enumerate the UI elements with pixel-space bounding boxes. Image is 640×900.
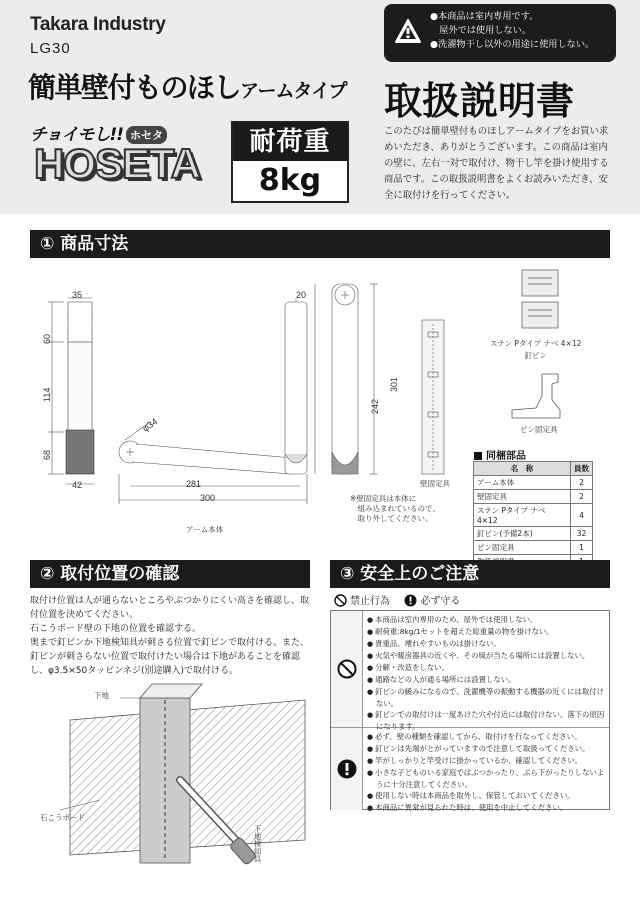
- manual-title: 取扱説明書: [384, 79, 575, 123]
- prohibited-item: ● 通路などの人が通る場所には設置しない。: [367, 674, 607, 686]
- table-row: [474, 490, 593, 504]
- mandatory-item: ● 本商品に異常が見られた時は、使用を中止してください。: [367, 802, 607, 814]
- screws-illustration: [520, 268, 562, 332]
- part-name: 釘ピン(予備2本): [474, 527, 571, 541]
- mandatory-item: ● 必ず、壁の種類を確認してから、取付けを行なってください。: [367, 731, 607, 743]
- load-capacity-value: 8kg: [258, 163, 322, 198]
- part-qty: 2: [571, 490, 593, 504]
- parts-header-row: [474, 462, 593, 476]
- label-base: 下地: [94, 691, 109, 700]
- part-name: アーム本体: [474, 476, 571, 490]
- prohibited-item: ● 釘ピンの緩みになるので、洗濯機等の振動する機器の近くには取付けない。: [367, 686, 607, 709]
- position-instructions: 取付け位置は人が通らないところやぶつかりにくい高さを確認し、取付位置を決めてください。 石こうボード壁の下地の位置を確認する。 奥まで釘ピンか下地検知具が刺さる位置で釘ピンで取付ける。また、釘ピンが刺さらない位置で取付けたい場合は下地があることを確認し、φ3.5×50タッピンネジ(別途購入)で取付ける。: [30, 596, 310, 676]
- parts-header-name: 名 称: [474, 462, 571, 476]
- parts-header-qty: 員数: [571, 462, 593, 476]
- parts-table: [473, 461, 593, 569]
- dim-height-68: 68: [42, 449, 52, 460]
- prohibited-item: ● 貴重品、壊れやすいものは掛けない。: [367, 638, 607, 650]
- dim-side-242: 242: [370, 398, 380, 414]
- part-name: 壁固定具: [474, 490, 571, 504]
- dim-arm-inner: 281: [186, 479, 202, 489]
- part-qty: 4: [571, 504, 593, 527]
- prohibited-item: ● 耐荷重:8kg/1セットを超えた総重量の物を掛けない。: [367, 626, 607, 638]
- warning-box: [384, 4, 616, 62]
- dim-diameter: φ34: [140, 416, 160, 434]
- label-gypsum-board: 石こうボード: [40, 813, 85, 822]
- prohibited-item: ● 釘ピンでの取付けは一度あけた穴や付近には取付けない。落下の原因になります。: [367, 709, 607, 732]
- mandatory-icon: [337, 759, 357, 779]
- dim-bottom-width: 42: [72, 480, 83, 490]
- prohibited-row: [331, 611, 609, 731]
- dim-side-top: 20: [296, 290, 307, 300]
- table-row: [474, 504, 593, 527]
- warning-line: ●本商品は室内専用です。: [430, 11, 539, 22]
- safety-box: [330, 610, 610, 810]
- intro-text: このたびは簡単壁付ものほしアームタイプをお買い求めいただき、ありがとうございます。この商品は室内の壁に、左右一対で取付け、物干し竿を掛け使用する商品です。この取扱説明書をよくお読みいただき、安全に取付けを行ってください。: [384, 126, 609, 201]
- prohibited-list: [367, 614, 607, 732]
- mandatory-item: ● 釘ピンは先端がとがっていますので注意して取扱ってください。: [367, 743, 607, 755]
- part-qty: 2: [571, 476, 593, 490]
- hoseta-logo: HOSETA: [34, 140, 200, 187]
- product-title: [28, 66, 347, 106]
- wall-installation-illustration: [40, 680, 310, 880]
- bracket-caption: 壁固定具: [420, 479, 450, 488]
- mandatory-list: [367, 731, 607, 814]
- pin-fixture-caption: ピン固定具: [520, 425, 558, 434]
- bracket-note: ※壁固定具は本体に 組み込まれているので、 取り外してください。: [350, 494, 440, 523]
- screw-caption: ステン Pタイプ ナベ 4×12 釘ピン: [490, 339, 582, 360]
- table-row: [474, 476, 593, 490]
- load-capacity-box: [231, 121, 349, 203]
- arm-body-caption: アーム本体: [186, 525, 224, 534]
- pin-fixture-illustration: [508, 370, 568, 422]
- table-row: [474, 527, 593, 541]
- section-position-title: ② 取付位置の確認: [30, 560, 310, 588]
- part-name: ステン Pタイプ ナベ 4×12: [474, 504, 571, 527]
- label-detector: 下地検知具: [253, 825, 262, 863]
- mandatory-item: ● 竿がしっかりと竿受けに掛かっているか、確認してください。: [367, 755, 607, 767]
- dim-top-width: 35: [72, 290, 83, 300]
- legend-mandatory-label: 必ず守る: [420, 596, 461, 607]
- part-name: ピン固定具: [474, 541, 571, 555]
- parts-title: 同梱部品: [474, 447, 526, 462]
- prohibited-item: ● 本商品は室内専用のため、屋外では使用しない。: [367, 614, 607, 626]
- prohibited-icon-cell: [331, 611, 363, 727]
- prohibit-icon: [337, 659, 357, 679]
- dim-side-301: 301: [389, 376, 399, 392]
- warning-line: 屋外では使用しない。: [430, 25, 532, 36]
- part-qty: 32: [571, 527, 593, 541]
- dim-height-60: 60: [42, 333, 52, 344]
- part-qty: 1: [571, 541, 593, 555]
- prohibited-item: ● 分解・改造をしない。: [367, 662, 607, 674]
- dim-height-114: 114: [42, 387, 52, 402]
- warning-line: ●洗濯物干し以外の用途に使用しない。: [430, 39, 595, 50]
- brand-name: Takara Industry: [30, 14, 166, 35]
- mandatory-item: ● 使用しない時は本商品を取外し、保管しておいてください。: [367, 790, 607, 802]
- mandatory-icon-cell: [331, 728, 363, 810]
- warning-triangle-icon: [394, 18, 422, 44]
- product-title-sub: アームタイプ: [240, 80, 347, 102]
- table-row: [474, 541, 593, 555]
- safety-legend: [334, 592, 460, 607]
- product-title-main: 簡単壁付ものほし: [28, 71, 241, 104]
- legend-prohibit-label: 禁止行為: [350, 596, 390, 607]
- prohibit-icon: [334, 594, 347, 607]
- mandatory-item: ● 小さな子どものいる家庭ではぶつかったり、ぶら下がったりしないように十分注意してください。: [367, 767, 607, 790]
- section-dimensions-title: ① 商品寸法: [30, 230, 610, 258]
- mandatory-row: [331, 728, 609, 810]
- dim-arm-total: 300: [200, 493, 216, 503]
- logo-badge: ホセタ: [126, 126, 167, 144]
- section-safety-title: ③ 安全上のご注意: [330, 560, 610, 588]
- prohibited-item: ● 火気や暖房器具の近くや、その風が当たる場所には設置しない。: [367, 650, 607, 662]
- model-number: LG30: [30, 40, 71, 57]
- load-capacity-label: 耐荷重: [233, 123, 347, 161]
- logo-tagline-text: チョイモし!!: [30, 125, 123, 145]
- mandatory-icon: [404, 594, 417, 607]
